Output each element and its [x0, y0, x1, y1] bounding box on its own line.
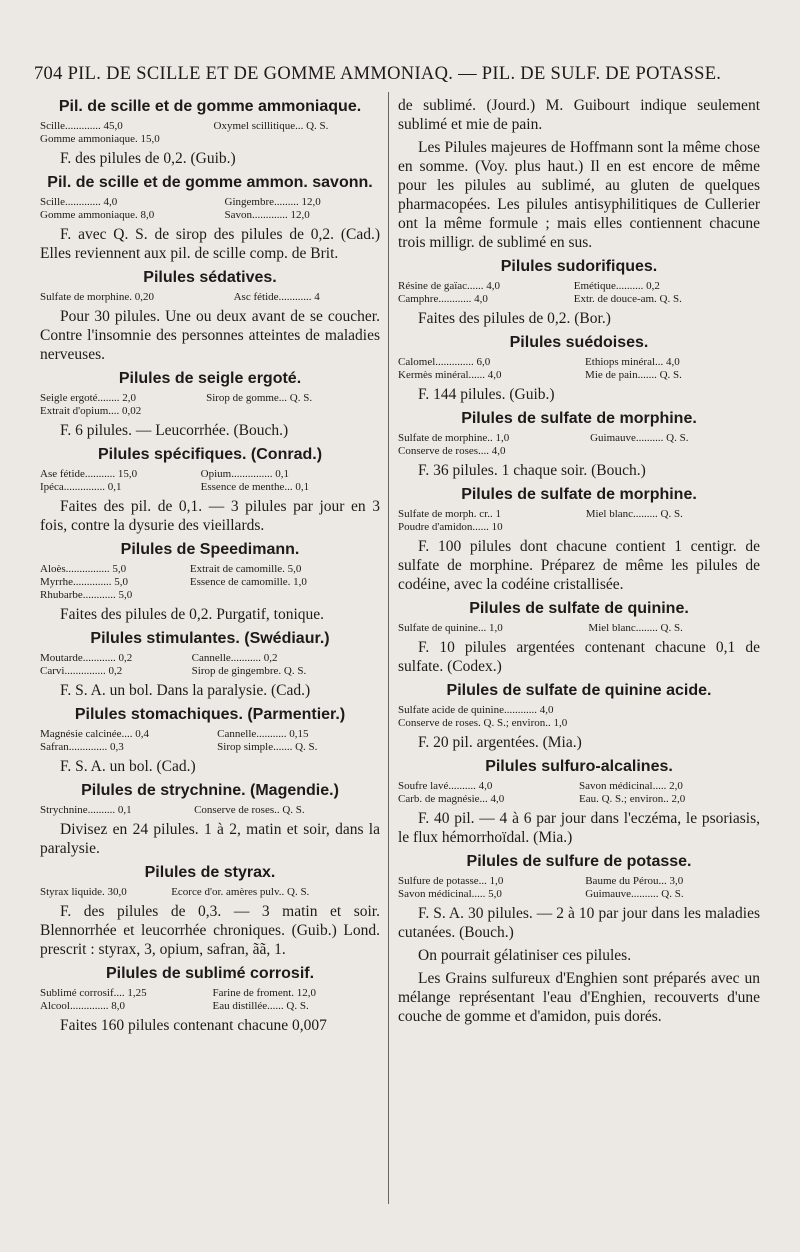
- formula-title: Pilules suédoises.: [509, 334, 649, 351]
- ingredient-cell: Gingembre......... 12,0: [224, 196, 321, 208]
- ingredient-cell: Ase fétide........... 15,0: [40, 468, 138, 480]
- formula-title: Pilules sédatives.: [143, 269, 277, 286]
- ingredient-cell: Guimauve.......... Q. S.: [590, 432, 689, 444]
- ingredient-cell: [206, 405, 380, 418]
- ingredient-cell: Styrax liquide. 30,0: [40, 886, 127, 898]
- ingredient-cell: Cannelle........... 0,2: [191, 652, 278, 664]
- ingredient-row: [40, 804, 380, 817]
- formula-section: [40, 539, 380, 624]
- ingredient-row: [40, 886, 380, 899]
- formula-instructions: F. 20 pil. argentées. (Mia.): [418, 734, 582, 751]
- formula-title: Pilules de sulfure de potasse.: [466, 853, 692, 870]
- formula-section: [40, 267, 380, 364]
- ingredient-cell: Extrait de camomille. 5,0: [189, 563, 302, 575]
- ingredient-table: [40, 196, 380, 222]
- formula-section: [40, 172, 380, 263]
- ingredient-row: [398, 280, 760, 293]
- ingredient-table: [40, 804, 380, 817]
- ingredient-row: [398, 875, 760, 888]
- ingredient-cell: Sulfate acide de quinine............ 4,0: [398, 704, 554, 716]
- formula-title: Pilules de sulfate de quinine.: [469, 600, 689, 617]
- ingredient-cell: Eau distillée...... Q. S.: [212, 1000, 309, 1012]
- ingredient-table: [40, 468, 380, 494]
- ingredient-cell: Kermès minéral...... 4,0: [398, 369, 502, 381]
- ingredient-table: [398, 280, 760, 306]
- ingredient-cell: Savon............. 12,0: [224, 209, 310, 221]
- formula-section: [398, 256, 760, 328]
- formula-title: Pil. de scille et de gomme ammon. savonn.: [47, 174, 373, 191]
- formula-title: Pilules de sulfate de morphine.: [461, 410, 697, 427]
- formula-section: [40, 862, 380, 959]
- ingredient-row: [398, 445, 760, 458]
- ingredient-cell: Cannelle........... 0,15: [217, 728, 309, 740]
- ingredient-table: [40, 291, 380, 304]
- ingredient-table: [40, 392, 380, 418]
- ingredient-row: [398, 508, 760, 521]
- ingredient-cell: Conserve de roses.. Q. S.: [194, 804, 305, 816]
- ingredient-cell: [214, 133, 380, 146]
- ingredient-cell: Sublimé corrosif.... 1,25: [40, 987, 147, 999]
- ingredient-cell: Ecorce d'or. amères pulv.. Q. S.: [171, 886, 310, 898]
- ingredient-cell: Farine de froment. 12,0: [212, 987, 317, 999]
- ingredient-cell: Ipéca............... 0,1: [40, 481, 122, 493]
- formula-section: [398, 851, 760, 942]
- formula-title: Pilules de sublimé corrosif.: [105, 965, 315, 982]
- formula-title: Pilules de seigle ergoté.: [118, 370, 302, 387]
- formula-title: Pilules stomachiques. (Parmentier.): [74, 706, 346, 723]
- ingredient-table: [40, 987, 380, 1013]
- formula-section: [40, 368, 380, 440]
- formula-instructions: Faites des pilules de 0,2. (Bor.): [418, 310, 611, 327]
- ingredient-cell: Conserve de roses.... 4,0: [398, 445, 506, 457]
- ingredient-row: [398, 432, 760, 445]
- ingredient-row: [40, 120, 380, 133]
- ingredient-table: [398, 780, 760, 806]
- ingredient-table: [398, 622, 760, 635]
- ingredient-cell: Extrait d'opium.... 0,02: [40, 405, 142, 417]
- ingredient-cell: Alcool.............. 8,0: [40, 1000, 125, 1012]
- right-sections: [398, 256, 760, 942]
- ingredient-table: [398, 432, 760, 458]
- ingredient-cell: Gomme ammoniaque. 15,0: [40, 133, 160, 145]
- right-intro-text-2: Les Pilules majeures de Hoffmann sont la même chose en somme. (Voy. plus haut.) Il en est encore de même pour les pilules au sublimé, au gluten de quelques pharmacopées. Les pilules antisyphilitiques de Cullerier ont la même formule ; mais elles contiennent chacune trois milligr. de sublimé en sus.: [398, 139, 760, 251]
- ingredient-cell: Miel blanc......... Q. S.: [585, 508, 683, 520]
- left-column: [40, 96, 380, 1039]
- formula-instructions: Faites des pil. de 0,1. — 3 pilules par jour en 3 fois, contre la dysurie des vieillards.: [40, 498, 380, 534]
- formula-instructions: Faites des pilules de 0,2. Purgatif, tonique.: [60, 606, 325, 623]
- ingredient-cell: Eau. Q. S.; environ.. 2,0: [578, 793, 686, 805]
- ingredient-cell: Emétique.......... 0,2: [573, 280, 660, 292]
- ingredient-row: [398, 521, 760, 534]
- formula-section: [40, 444, 380, 535]
- ingredient-row: [40, 196, 380, 209]
- ingredient-cell: Savon médicinal..... 2,0: [578, 780, 683, 792]
- formula-title: Pil. de scille et de gomme ammoniaque.: [58, 98, 362, 115]
- formula-instructions: F. S. A. 30 pilules. — 2 à 10 par jour dans les maladies cutanées. (Bouch.): [398, 905, 760, 941]
- ingredient-cell: Rhubarbe............ 5,0: [40, 589, 133, 601]
- formula-title: Pilules de sulfate de morphine.: [461, 486, 697, 503]
- ingredient-row: [398, 356, 760, 369]
- formula-title: Pilules sulfuro-alcalines.: [485, 758, 673, 775]
- ingredient-row: [40, 665, 380, 678]
- formula-title: Pilules sudorifiques.: [500, 258, 658, 275]
- formula-instructions: F. 144 pilules. (Guib.): [418, 386, 555, 403]
- ingredient-cell: Myrrhe.............. 5,0: [40, 576, 128, 588]
- column-divider: [388, 92, 389, 1204]
- ingredient-row: [398, 793, 760, 806]
- ingredient-row: [40, 652, 380, 665]
- ingredient-cell: Baume du Pérou... 3,0: [585, 875, 684, 887]
- formula-title: Pilules de Speedimann.: [120, 541, 300, 558]
- formula-title: Pilules de styrax.: [144, 864, 276, 881]
- ingredient-cell: Mie de pain....... Q. S.: [585, 369, 682, 381]
- ingredient-cell: Aloès................ 5,0: [40, 563, 127, 575]
- ingredient-cell: Camphre............ 4,0: [398, 293, 488, 305]
- ingredient-row: [40, 209, 380, 222]
- ingredient-row: [40, 589, 380, 602]
- ingredient-cell: Carvi............... 0,2: [40, 665, 123, 677]
- formula-section: [40, 780, 380, 858]
- right-intro-text: de sublimé. (Jourd.) M. Guibourt indique seulement sublimé et mie de pain.: [398, 97, 760, 133]
- ingredient-table: [398, 704, 760, 730]
- ingredient-cell: Oxymel scillitique... Q. S.: [213, 120, 329, 132]
- ingredient-row: [398, 780, 760, 793]
- ingredient-cell: Sulfate de morphine. 0,20: [40, 291, 154, 303]
- formula-instructions: Pour 30 pilules. Une ou deux avant de se coucher. Contre l'insomnie des personnes atteintes de maladies nerveuses.: [40, 308, 380, 363]
- formula-instructions: Divisez en 24 pilules. 1 à 2, matin et soir, dans la paralysie.: [40, 821, 380, 857]
- ingredient-cell: Essence de camomille. 1,0: [189, 576, 307, 588]
- ingredient-cell: Opium............... 0,1: [200, 468, 289, 480]
- running-header: 704 PIL. DE SCILLE ET DE GOMME AMMONIAQ. — PIL. DE SULF. DE POTASSE.: [34, 64, 722, 84]
- formula-instructions: F. 40 pil. — 4 à 6 par jour dans l'eczéma, le psoriasis, le flux hémorrhoïdal. (Mia.): [398, 810, 760, 846]
- ingredient-row: [40, 576, 380, 589]
- ingredient-cell: [590, 445, 760, 458]
- ingredient-cell: Scille............. 45,0: [40, 120, 123, 132]
- ingredient-row: [40, 987, 380, 1000]
- ingredient-table: [40, 886, 380, 899]
- formula-section: [40, 96, 380, 168]
- ingredient-cell: Résine de gaïac...... 4,0: [398, 280, 501, 292]
- ingredient-cell: Sulfate de morphine.. 1,0: [398, 432, 510, 444]
- ingredient-row: [40, 291, 380, 304]
- ingredient-cell: Ethiops minéral... 4,0: [585, 356, 680, 368]
- ingredient-row: [398, 622, 760, 635]
- ingredient-cell: Extr. de douce-am. Q. S.: [573, 293, 682, 305]
- formula-instructions: Faites 160 pilules contenant chacune 0,007: [60, 1017, 327, 1034]
- ingredient-cell: Miel blanc........ Q. S.: [588, 622, 683, 634]
- ingredient-row: [40, 468, 380, 481]
- formula-title: Pilules de strychnine. (Magendie.): [81, 782, 339, 799]
- ingredient-cell: Essence de menthe... 0,1: [200, 481, 310, 493]
- formula-instructions: F. des pilules de 0,2. (Guib.): [60, 150, 236, 167]
- formula-instructions: F. 6 pilules. — Leucorrhée. (Bouch.): [60, 422, 289, 439]
- formula-instructions: F. des pilules de 0,3. — 3 matin et soir. Blennorrhée et leucorrhée chroniques. (Guib.) Lond. prescrit : styrax, 3, opium, safran, ãã, 1.: [40, 903, 380, 958]
- formula-section: [398, 680, 760, 752]
- ingredient-row: [398, 704, 760, 717]
- formula-section: [398, 408, 760, 480]
- ingredient-row: [40, 1000, 380, 1013]
- ingredient-row: [40, 563, 380, 576]
- ingredient-row: [40, 741, 380, 754]
- right-column: [398, 96, 760, 1030]
- ingredient-cell: Sulfate de morph. cr.. 1: [398, 508, 501, 520]
- formula-section: [398, 756, 760, 847]
- ingredient-cell: Calomel.............. 6,0: [398, 356, 491, 368]
- ingredient-cell: Magnésie calcinée.... 0,4: [40, 728, 150, 740]
- formula-title: Pilules stimulantes. (Swédiaur.): [90, 630, 330, 647]
- ingredient-table: [40, 652, 380, 678]
- formula-section: [398, 484, 760, 594]
- formula-section: [398, 332, 760, 404]
- ingredient-cell: Asc fétide............ 4: [233, 291, 320, 303]
- right-outro-text: On pourrait gélatiniser ces pilules.: [418, 947, 632, 964]
- ingredient-cell: Gomme ammoniaque. 8,0: [40, 209, 155, 221]
- ingredient-table: [40, 563, 380, 602]
- ingredient-cell: [586, 521, 760, 534]
- ingredient-table: [40, 728, 380, 754]
- ingredient-cell: Moutarde............ 0,2: [40, 652, 133, 664]
- ingredient-cell: Strychnine.......... 0,1: [40, 804, 132, 816]
- ingredient-cell: Conserve de roses. Q. S.; environ.. 1,0: [398, 717, 568, 729]
- formula-instructions: F. avec Q. S. de sirop des pilules de 0,2. (Cad.) Elles reviennent aux pil. de scille comp. de Brit.: [40, 226, 380, 262]
- ingredient-table: [398, 356, 760, 382]
- formula-instructions: F. 100 pilules dont chacune contient 1 centigr. de sulfate de morphine. Préparez de même les pilules de codéine, avec la codéine cristallisée.: [398, 538, 760, 593]
- formula-instructions: F. S. A. un bol. Dans la paralysie. (Cad.): [60, 682, 311, 699]
- ingredient-cell: Safran.............. 0,3: [40, 741, 124, 753]
- formula-section: [40, 704, 380, 776]
- ingredient-cell: Sulfate de quinine... 1,0: [398, 622, 503, 634]
- ingredient-cell: [190, 589, 380, 602]
- ingredient-row: [40, 728, 380, 741]
- ingredient-cell: Sirop simple....... Q. S.: [217, 741, 318, 753]
- ingredient-row: [398, 888, 760, 901]
- ingredient-row: [40, 133, 380, 146]
- ingredient-cell: Guimauve.......... Q. S.: [585, 888, 684, 900]
- formula-instructions: F. 10 pilules argentées contenant chacune 0,1 de sulfate. (Codex.): [398, 639, 760, 675]
- ingredient-row: [40, 405, 380, 418]
- ingredient-cell: Savon médicinal..... 5,0: [398, 888, 502, 900]
- ingredient-table: [40, 120, 380, 146]
- ingredient-cell: Sirop de gingembre. Q. S.: [191, 665, 307, 677]
- formula-title: Pilules spécifiques. (Conrad.): [97, 446, 323, 463]
- ingredient-table: [398, 508, 760, 534]
- formula-section: [398, 598, 760, 676]
- ingredient-cell: Sirop de gomme... Q. S.: [206, 392, 313, 404]
- formula-instructions: F. 36 pilules. 1 chaque soir. (Bouch.): [418, 462, 646, 479]
- formula-instructions: F. S. A. un bol. (Cad.): [60, 758, 196, 775]
- ingredient-cell: Seigle ergoté........ 2,0: [40, 392, 137, 404]
- ingredient-cell: Poudre d'amidon...... 10: [398, 521, 503, 533]
- ingredient-cell: Sulfure de potasse... 1,0: [398, 875, 504, 887]
- ingredient-cell: Carb. de magnésie... 4,0: [398, 793, 505, 805]
- formula-section: [40, 628, 380, 700]
- formula-section: [40, 963, 380, 1035]
- ingredient-cell: Soufre lavé.......... 4,0: [398, 780, 493, 792]
- ingredient-row: [398, 293, 760, 306]
- formula-title: Pilules de sulfate de quinine acide.: [446, 682, 712, 699]
- right-outro-text-2: Les Grains sulfureux d'Enghien sont préparés avec un mélange représentant l'eau d'Enghien, recouverts d'une couche de gomme et d'amidon, puis dorés.: [398, 970, 760, 1025]
- ingredient-cell: Scille............. 4,0: [40, 196, 118, 208]
- ingredient-row: [40, 481, 380, 494]
- ingredient-row: [398, 369, 760, 382]
- ingredient-row: [40, 392, 380, 405]
- ingredient-row: [398, 717, 760, 730]
- ingredient-table: [398, 875, 760, 901]
